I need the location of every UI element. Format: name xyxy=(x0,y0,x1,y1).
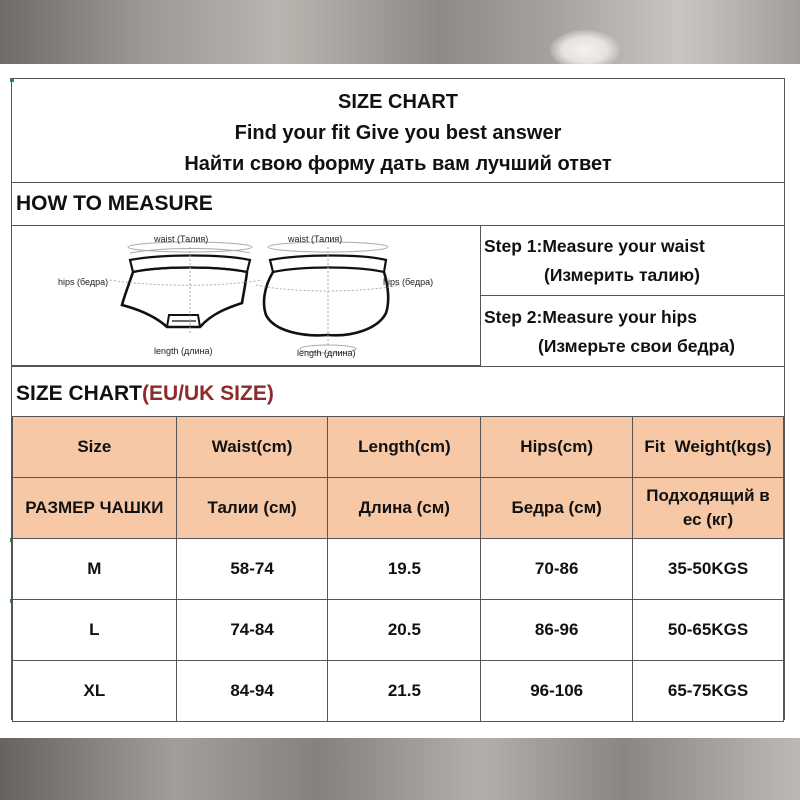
measure-diagram xyxy=(12,225,481,366)
weight-cell: 50-65KGS xyxy=(633,600,784,661)
size-cell: XL xyxy=(13,661,177,722)
size-chart-title-suffix: (EU/UK SIZE) xyxy=(142,382,274,405)
hips-cell: 96-106 xyxy=(481,661,633,722)
header-cell: Бедра (см) xyxy=(481,478,633,539)
length-cell: 21.5 xyxy=(328,661,481,722)
header-cell: Length(cm) xyxy=(328,417,481,478)
header-cell: Талии (см) xyxy=(176,478,328,539)
size-chart-title xyxy=(16,382,274,406)
briefs-diagram-svg xyxy=(12,225,480,365)
background-photo-top xyxy=(0,0,800,64)
table-header-row-ru xyxy=(13,478,784,539)
size-table xyxy=(12,416,784,722)
header-title: SIZE CHART xyxy=(338,91,458,113)
how-to-measure-bar xyxy=(12,182,784,226)
header-cell: РАЗМЕР ЧАШКИ xyxy=(13,478,177,539)
header-subtitle-en: Find your fit Give you best answer xyxy=(234,122,562,144)
table-row xyxy=(13,661,784,722)
chart-header xyxy=(12,79,784,183)
hips-cell: 70-86 xyxy=(481,539,633,600)
header-cell: Подходящий в ес (кг) xyxy=(633,478,784,539)
size-chart-title-bar xyxy=(12,366,784,417)
step-1-en: Step 1:Measure your waist xyxy=(484,236,705,256)
measure-steps xyxy=(480,225,784,366)
waist-cell: 84-94 xyxy=(176,661,328,722)
size-cell: M xyxy=(13,539,177,600)
step-2 xyxy=(480,296,784,366)
waist-cell: 74-84 xyxy=(176,600,328,661)
length-label-back: length (длина) xyxy=(297,348,356,358)
header-cell: Длина (см) xyxy=(328,478,481,539)
step-2-ru: (Измерьте свои бедра) xyxy=(538,336,735,356)
length-cell: 20.5 xyxy=(328,600,481,661)
header-cell: Waist(cm) xyxy=(176,417,328,478)
waist-label-front: waist (Талия) xyxy=(154,234,209,244)
hips-cell: 86-96 xyxy=(481,600,633,661)
header-subtitle-ru: Найти свою форму дать вам лучший ответ xyxy=(184,153,612,175)
how-to-measure-title: HOW TO MEASURE xyxy=(16,192,213,215)
waist-cell: 58-74 xyxy=(176,539,328,600)
hips-label-front: hips (бедра) xyxy=(58,277,109,287)
header-cell: Hips(cm) xyxy=(481,417,633,478)
size-chart-frame xyxy=(11,78,785,720)
hips-label-back: hips (бедра) xyxy=(383,277,434,287)
length-label-front: length (длина) xyxy=(154,346,213,356)
weight-cell: 35-50KGS xyxy=(633,539,784,600)
header-cell: Size xyxy=(13,417,177,478)
step-1 xyxy=(480,225,784,296)
size-chart-title-text: SIZE CHART xyxy=(16,382,142,405)
step-2-en: Step 2:Measure your hips xyxy=(484,307,697,327)
length-cell: 19.5 xyxy=(328,539,481,600)
weight-cell: 65-75KGS xyxy=(633,661,784,722)
header-cell: Fit Weight(kgs) xyxy=(633,417,784,478)
background-photo-bottom xyxy=(0,738,800,800)
table-header-row-en xyxy=(13,417,784,478)
briefs-front-illustration xyxy=(122,256,250,328)
waist-label-back: waist (Талия) xyxy=(288,234,343,244)
briefs-back-illustration xyxy=(264,256,388,336)
size-cell: L xyxy=(13,600,177,661)
table-row xyxy=(13,600,784,661)
table-row xyxy=(13,539,784,600)
step-1-ru: (Измерить талию) xyxy=(544,265,700,285)
size-chart-sheet xyxy=(0,64,800,738)
